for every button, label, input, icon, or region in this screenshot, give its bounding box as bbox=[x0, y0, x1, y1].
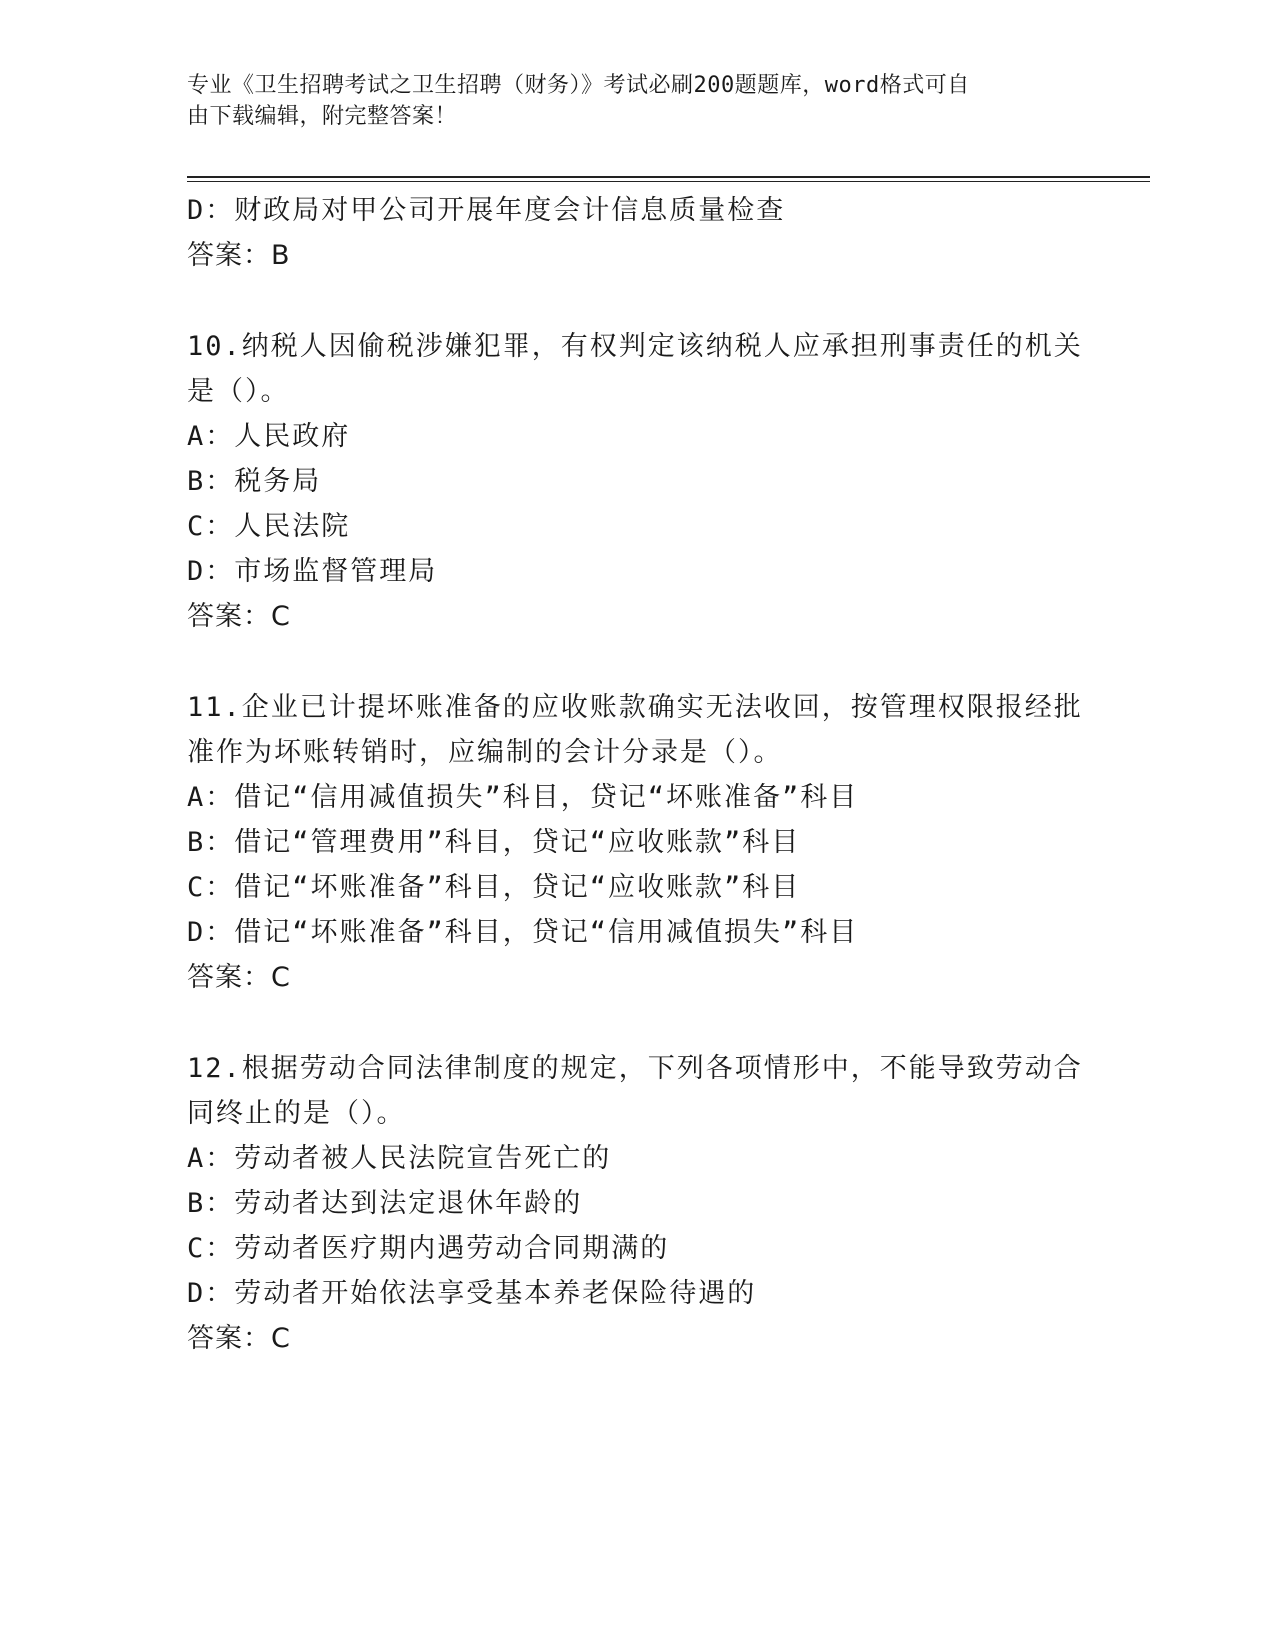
spacer bbox=[187, 278, 1087, 324]
spacer bbox=[187, 1000, 1087, 1046]
option-d: D：市场监督管理局 bbox=[187, 556, 438, 587]
spacer bbox=[187, 639, 1087, 685]
header-rule-thick bbox=[187, 176, 1150, 178]
option-d: D：劳动者开始依法享受基本养老保险待遇的 bbox=[187, 1278, 757, 1309]
question-block-10 bbox=[187, 324, 1087, 639]
option-b: B：借记“管理费用”科目，贷记“应收账款”科目 bbox=[187, 827, 801, 858]
option-c: C：借记“坏账准备”科目，贷记“应收账款”科目 bbox=[187, 872, 801, 903]
option-a: A：人民政府 bbox=[187, 421, 351, 452]
answer-line: 答案：C bbox=[187, 601, 291, 632]
option-d: D：财政局对甲公司开展年度会计信息质量检查 bbox=[187, 195, 786, 226]
header-line-2: 由下载编辑，附完整答案！ bbox=[187, 104, 458, 129]
option-c: C：劳动者医疗期内遇劳动合同期满的 bbox=[187, 1233, 670, 1264]
answer-line: 答案：C bbox=[187, 1323, 291, 1354]
answer-line: 答案：B bbox=[187, 240, 291, 271]
question-block-prev bbox=[187, 188, 1087, 278]
question-block-11 bbox=[187, 685, 1087, 1000]
question-stem-line-1: 12.根据劳动合同法律制度的规定，下列各项情形中，不能导致劳动合 bbox=[187, 1053, 1083, 1084]
question-stem-line-1: 11.企业已计提坏账准备的应收账款确实无法收回，按管理权限报经批 bbox=[187, 692, 1083, 723]
question-stem-line-1: 10.纳税人因偷税涉嫌犯罪，有权判定该纳税人应承担刑事责任的机关 bbox=[187, 331, 1083, 362]
question-stem-line-2: 是（）。 bbox=[187, 376, 290, 407]
question-block-12 bbox=[187, 1046, 1087, 1361]
option-a: A：借记“信用减值损失”科目，贷记“坏账准备”科目 bbox=[187, 782, 859, 813]
option-a: A：劳动者被人民法院宣告死亡的 bbox=[187, 1143, 612, 1174]
page-header bbox=[187, 70, 1067, 132]
header-line-1: 专业《卫生招聘考试之卫生招聘（财务）》考试必刷200题题库，word格式可自 bbox=[187, 73, 970, 98]
question-list bbox=[187, 188, 1087, 1361]
header-rule-thin bbox=[187, 181, 1150, 182]
option-c: C：人民法院 bbox=[187, 511, 351, 542]
option-b: B：劳动者达到法定退休年龄的 bbox=[187, 1188, 583, 1219]
question-stem-line-2: 同终止的是（）。 bbox=[187, 1098, 406, 1129]
answer-line: 答案：C bbox=[187, 962, 291, 993]
option-b: B：税务局 bbox=[187, 466, 322, 497]
question-stem-line-2: 准作为坏账转销时，应编制的会计分录是（）。 bbox=[187, 737, 783, 768]
option-d: D：借记“坏账准备”科目，贷记“信用减值损失”科目 bbox=[187, 917, 859, 948]
